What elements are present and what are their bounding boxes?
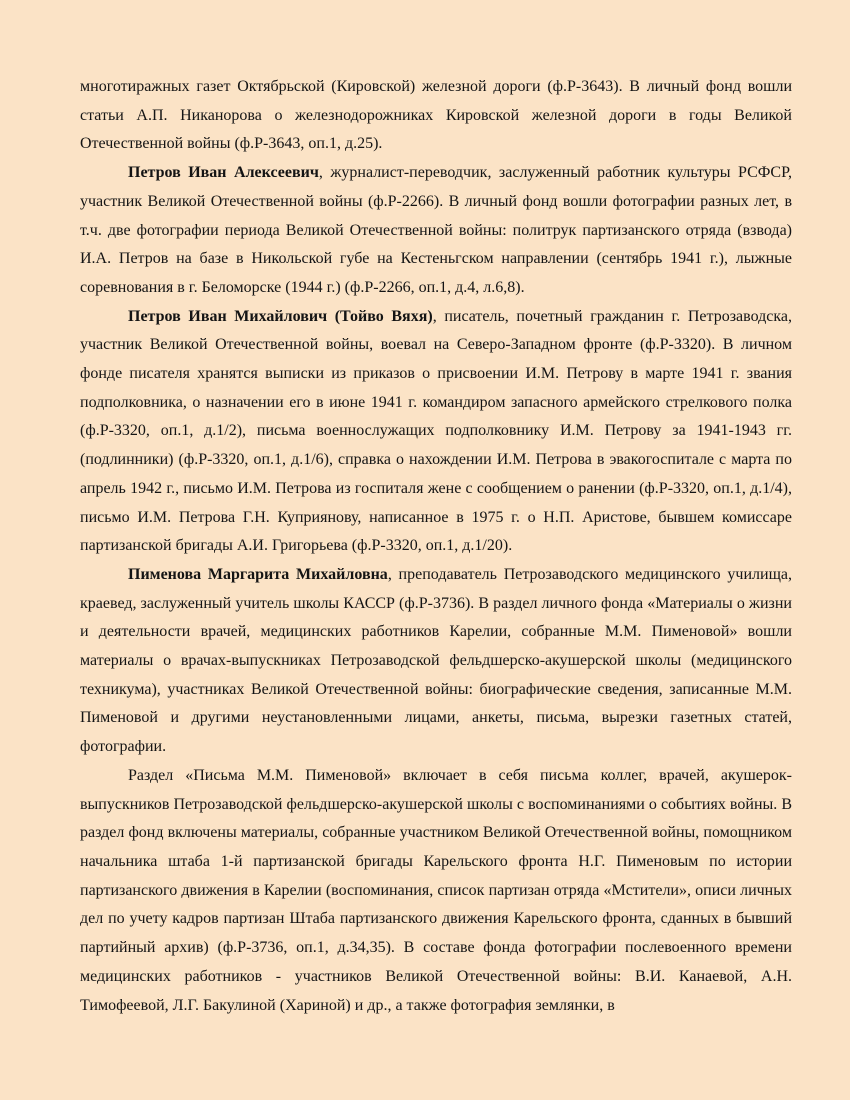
paragraph-pimenova-margarita — [80, 561, 792, 762]
person-name: Петров Иван Михайлович (Тойво Вяхя) — [128, 307, 433, 325]
paragraph-text: , преподаватель Петрозаводского медицинского училища, краевед, заслуженный учитель школы КАССР (ф.Р-3736). В раздел личного фонда «Материалы о жизни и деятельности врачей, медицинских работников Карелии, собранные М.М. Пименовой» вошли материалы о врачах-выпускниках Петрозаводской фельдшерско-акушерской школы (медицинского техникума), участниках Великой Отечественной войны: биографические сведения, записанные М.М. Пименовой и другими неустановленными лицами, анкеты, письма, вырезки газетных статей, фотографии. — [80, 565, 793, 756]
paragraph-text: , журналист-переводчик, заслуженный работник культуры РСФСР, участник Великой Отечественной войны (ф.Р-2266). В личный фонд вошли фотографии разных лет, в т.ч. две фотографии периода Великой Отечественной войны: политрук партизанского отряда (взвода) И.А. Петров на базе в Никольской губе на Кестеньгском направлении (сентябрь 1941 г.), лыжные соревнования в г. Беломорске (1944 г.) (ф.Р-2266, оп.1, д.4, л.6,8). — [80, 164, 792, 296]
document-page — [80, 73, 792, 1020]
paragraph-text: многотиражных газет Октябрьской (Кировской) железной дороги (ф.Р-3643). В личный фонд вошли статьи А.П. Никанорова о железнодорожниках Кировской железной дороги в годы Великой Отечественной войны (ф.Р-3643, оп.1, д.25). — [80, 78, 792, 153]
paragraph-petrov-ivan-mikhailovich — [80, 303, 792, 561]
paragraph-petrov-ivan-alekseevich — [80, 159, 792, 303]
paragraph-nikanorov-continued — [80, 73, 792, 159]
person-name: Петров Иван Алексеевич — [128, 164, 319, 182]
person-name: Пименова Маргарита Михайловна — [128, 565, 388, 583]
paragraph-text: Раздел «Письма М.М. Пименовой» включает в себя письма коллег, врачей, акушерок-выпускников Петрозаводской фельдшерско-акушерской школы с воспоминаниями о событиях войны. В раздел фонд включены материалы, собранные участником Великой Отечественной войны, помощником начальника штаба 1-й партизанской бригады Карельского фронта Н.Г. Пименовым по истории партизанского движения в Карелии (воспоминания, список партизан отряда «Мстители», описи личных дел по учету кадров партизан Штаба партизанского движения Карельского фронта, сданных в бывший партийный архив) (ф.Р-3736, оп.1, д.34,35). В составе фонда фотографии послевоенного времени медицинских работников - участников Великой Отечественной войны: В.И. Канаевой, А.Н. Тимофеевой, Л.Г. Бакулиной (Хариной) и др., а также фотография землянки, в — [80, 766, 792, 1014]
paragraph-text: , писатель, почетный гражданин г. Петрозаводска, участник Великой Отечественной войны, воевал на Северо-Западном фронте (ф.Р-3320). В личном фонде писателя хранятся выписки из приказов о присвоении И.М. Петрову в марте 1941 г. звания подполковника, о назначении его в июне 1941 г. командиром запасного армейского стрелкового полка (ф.Р-3320, оп.1, д.1/2), письма военнослужащих подполковнику И.М. Петрову за 1941-1943 гг. (подлинники) (ф.Р-3320, оп.1, д.1/6), справка о нахождении И.М. Петрова в эвакогоспитале с марта по апрель 1942 г., письмо И.М. Петрова из госпиталя жене с сообщением о ранении (ф.Р-3320, оп.1, д.1/4), письмо И.М. Петрова Г.Н. Куприянову, написанное в 1975 г. о Н.П. Аристове, бывшем комиссаре партизанской бригады А.И. Григорьева (ф.Р-3320, оп.1, д.1/20). — [80, 307, 792, 555]
paragraph-pimenova-letters — [80, 762, 792, 1020]
